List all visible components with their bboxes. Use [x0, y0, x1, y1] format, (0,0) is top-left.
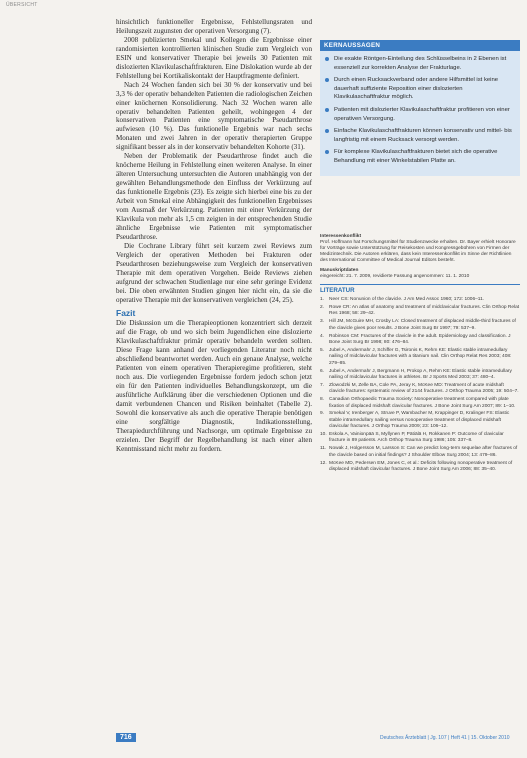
kernaussage-text: Die exakte Röntgen-Einteilung des Schlüsselbeins in 2 Ebenen ist essenziell zur korrekten Analyse der Frakturlage. [334, 56, 507, 71]
kernaussagen-box [320, 40, 520, 176]
reference-item [320, 305, 520, 318]
bullet-icon [325, 78, 329, 82]
kernaussage-item [324, 76, 516, 102]
paragraph-2: 2008 publizierten Smekal und Kollegen die Ergebnisse einer randomisierten kontrollierten klinischen Studie zum Vergleich von ESIN und konservativer Therapie bei jeweils 30 Patienten mit dislozierten Klavikulaschaftfrakturen. Eine Dislokation wurde ab der Fehlstellung bei Kortikaliskontakt der Hauptfragmente definiert. [116, 35, 312, 80]
reference-number: 5. [320, 347, 325, 353]
bullet-icon [325, 108, 329, 112]
journal-footer: Deutsches Ärzteblatt | Jg. 107 | Heft 41 | 15. Oktober 2010 [380, 735, 510, 741]
reference-number: 1. [320, 297, 325, 303]
reference-number: 11. [320, 446, 327, 452]
kernaussage-text: Einfache Klavikulaschaftfrakturen können konservativ und mittel- bis langfristig mit einem Rucksack versorgt werden. [334, 128, 512, 143]
reference-number: 12. [320, 460, 327, 466]
paragraph-3: Nach 24 Wochen fanden sich bei 30 % der konservativ und bei 3,3 % der operativ behandelten Patienten die radiologischen Zeichen einer knöchernen Konsolidierung. Nach 32 Wochen waren alle operativ behandelten Patienten geheilt, wohingegen 4 der konservativen Patienten eine symptomatische Pseudarthrose aufwiesen (10 %). Das funktionelle Ergebnis war nach sechs Monaten und zwei Jahren in der operativ therapierten Gruppe signifikant besser als in der konservativ behandelten Kohorte (31). [116, 80, 312, 152]
reference-text: Eskola A, Vainionpää S, Myllynen P, Pätiälä H, Rokkanen P: Outcome of clavicular fracture in 89 patients. Arch Orthop Trauma Surg 1986; 105: 337–8. [329, 432, 504, 444]
reference-text: McKee MD, Pedersen EM, Jones C, et al.: Deficits following nonoperative treatment of displaced midshaft clavicular fractures. J Bone Joint Surg Am 2006; 88: 35–40. [329, 460, 513, 472]
reference-text: Jubel A, Andermahr J, Schiffer G, Tsironis K, Rehm KE: Elastic stable intramedullary nailing of midclavicular fractures with a titanium nail. Clin Orthop Relat Res 2003; 408: 279–85. [329, 347, 512, 366]
kernaussage-text: Für komplexe Klavikulaschaftfrakturen bietet sich die operative Behandlung mit einer Winkelstabilen Platte an. [334, 149, 498, 164]
reference-item [320, 432, 520, 445]
interessenkonflikt-text: Prof. Hoffmann hat Forschungsmittel für Studienzwecke erhalten. Dr. Bayer erhielt Honorare für Vorträge sowie Unterstützung für Reisekosten und Kongressgebühren von Firmen der Medizintechnik. Die Autoren erklären, dass kein Interessenkonflikt im Sinne der Richtlinien des International Committee of Medical Journal Editors besteht. [320, 239, 516, 263]
reference-text: Neer CS: Nonunion of the clavicle. J Am Med Assoc 1960; 172: 1006–11. [329, 297, 485, 303]
manuskriptdaten-text: eingereicht: 21. 7. 2009, revidierte Fassung angenommen: 11. 1. 2010 [320, 274, 470, 280]
reference-number: 7. [320, 382, 325, 388]
reference-text: Canadian Orthopaedic Trauma Society: Nonoperative treatment compared with plate fixation of displaced midshaft clavicular fractures. J Bone Joint Surg Am 2007; 89: 1–10. [329, 397, 516, 409]
bullet-icon [325, 57, 329, 61]
bullet-icon [325, 150, 329, 154]
reference-item [320, 334, 520, 347]
fazit-paragraph: Die Diskussion um die Therapieoptionen konzentriert sich derzeit auf die Frage, ob und wo sich beim Jugendlichen eine dislozierte Klavikulaschaftfraktur primär operativ behandeln werden sollten. Diese Frage kann anhand der vorliegenden Literatur noch nicht abschließend beantwortet werden. Auch ein genaue Analyse, welche Patienten von einem operativen Therapieregime profitieren, steht noch aus. Die vorliegenden Ergebnisse fordern jedoch schon jetzt ein für den Patienten individuelles Behandlungskonzept, um die ausführliche Aufklärung über die verschiedenen Optionen und die damit verbundenen Chancen und Risiken beinhaltet (Tabelle 2). Sowohl die konservative als auch die operative Therapie benötigen eine sorgfältige Diagnostik, Indikationsstellung, Therapiedurchführung und Nachsorge, um optimale Ergebnisse zu erzielen. Der Begriff der Regelbehandlung ist nach einer alten Kenntnisstand nicht mehr zu fordern. [116, 319, 312, 453]
fazit-heading: Fazit [116, 307, 136, 318]
reference-item [320, 348, 520, 367]
kernaussage-item [324, 55, 516, 72]
kernaussagen-list [320, 51, 520, 176]
paragraph-5: Die Cochrane Library führt seit kurzem zwei Reviews zum Vergleich der operativen Methoden bei Frakturen oder Pseudarthrosen beziehungsweise zum Vergleich der konservativen Therapie mit dem operativen Vorgehen. Beide Reviews ziehen aufgrund der schwachen Studienlage nur eine sehr geringe Evidenz bei. Die oben erwähnten Studien gingen hier nicht ein, da sie die operative Therapie mit der konservativen vergleichen (24, 25). [116, 241, 312, 304]
paragraph-1: hinsichtlich funktioneller Ergebnisse, Fehlstellungsraten und Heilungszeit zugunsten der operativen Versorgung (7). [116, 18, 312, 35]
kernaussage-item [324, 127, 516, 144]
sidebar-column [320, 40, 520, 475]
reference-text: Robinson CM: Fractures of the clavicle in the adult. Epidemiology and classification. J Bone Joint Surg Br 1998; 80: 476–84. [329, 333, 511, 346]
reference-item [320, 369, 520, 382]
reference-list [320, 297, 520, 473]
reference-number: 10. [320, 432, 327, 438]
reference-item [320, 446, 520, 459]
reference-number: 4. [320, 333, 325, 339]
reference-item [320, 383, 520, 396]
kernaussage-text: Durch einen Rucksackverband oder andere Hilfsmittel ist keine dauerhaft suffiziente Reposition einer dislozierten Klavikulaschaftfraktur möglich. [334, 77, 499, 101]
main-text-column [116, 18, 312, 454]
reference-number: 3. [320, 319, 325, 325]
kernaussage-text: Patienten mit dislozierter Klavikulaschaftfraktur profitieren von einer operativen Versorgung. [334, 106, 510, 122]
reference-number: 8. [320, 397, 325, 403]
paragraph-4: Neben der Problematik der Pseudarthrose findet auch die knöcherne Heilung in Fehlstellung einen weiteren Analyse. In einer älteren Untersuchung untersuchten die Autoren unabhängig von der gewählten Behandlungsmethode den Einfluss der Verkürzung auf das funktionelle Ergebnis (23). Es zeigte sich hierbei eine bis zu der Arbeit von Smekal eine Abhängigkeit des funktionellen Ergebnisses vom Ausmaß der Verkürzung. Patienten mit einer Verkürzung der Klavikula von mehr als 1,5 cm zeigten in der entsprechenden Studie ähnliche Ergebnisse wie Patienten mit symptomatischer Pseudarthrose. [116, 152, 312, 241]
running-head: ÜBERSICHT [6, 2, 38, 8]
bullet-icon [325, 129, 329, 133]
reference-text: Jubel A, Andermahr J, Bergmann H, Prokop A, Rehm KE: Elastic stable intramedullary nailing of midclavicular fractures in athletes. Br J Sports Med 2003; 37: 480–4. [329, 368, 512, 380]
manuskriptdaten-label: Manuskriptdaten [320, 268, 359, 273]
kernaussagen-title: KERNAUSSAGEN [320, 40, 520, 51]
reference-text: Hill JM, McGuire MH, Crosby LA: Closed treatment of displaced middle-third fractures of the clavicle gives poor results. J Bone Joint Surg Br 1997; 79: 537–9. [329, 319, 516, 331]
reference-number: 9. [320, 411, 325, 417]
kernaussage-item [324, 106, 516, 123]
reference-item [320, 297, 520, 303]
reference-text: Smekal V, Irenberger A, Struve P, Wambacher M, Krappinger D, Kralinger FS: Elastic stable intramedullary nailing versus nonoperative treatment of displaced midshaft clavicular fractures. J Orthop Trauma 2009; 23: 106–12. [329, 411, 510, 430]
kernaussage-item [324, 148, 516, 165]
reference-text: Rowe CR: An atlas of anatomy and treatment of midclavicular fractures. Clin Orthop Relat Res 1968; 58: 29–42. [329, 305, 520, 317]
reference-number: 6. [320, 368, 325, 374]
interessenkonflikt-label: Interessenkonflikt [320, 233, 362, 239]
reference-item [320, 461, 520, 474]
reference-number: 2. [320, 305, 325, 311]
reference-text: Zlowodzki M, Zelle BA, Cole PA, Jeray K, McKee MD: Treatment of acute midshaft clavicle fractures: systematic review of 2144 fractures. J Orthop Trauma 2005; 19: 504–7. [329, 382, 519, 395]
page-number: 716 [116, 733, 136, 742]
reference-item [320, 319, 520, 332]
reference-item [320, 411, 520, 430]
reference-text: Nowak J, Holgersson M, Larsson S: Can we predict long-term sequelae after fractures of the clavicle based on initial findings? J Shoulder Elbow Surg 2004; 13: 479–86. [329, 446, 518, 458]
interessenkonflikt-block [320, 234, 520, 281]
literatur-heading: LITERATUR [320, 284, 520, 294]
reference-item [320, 397, 520, 410]
